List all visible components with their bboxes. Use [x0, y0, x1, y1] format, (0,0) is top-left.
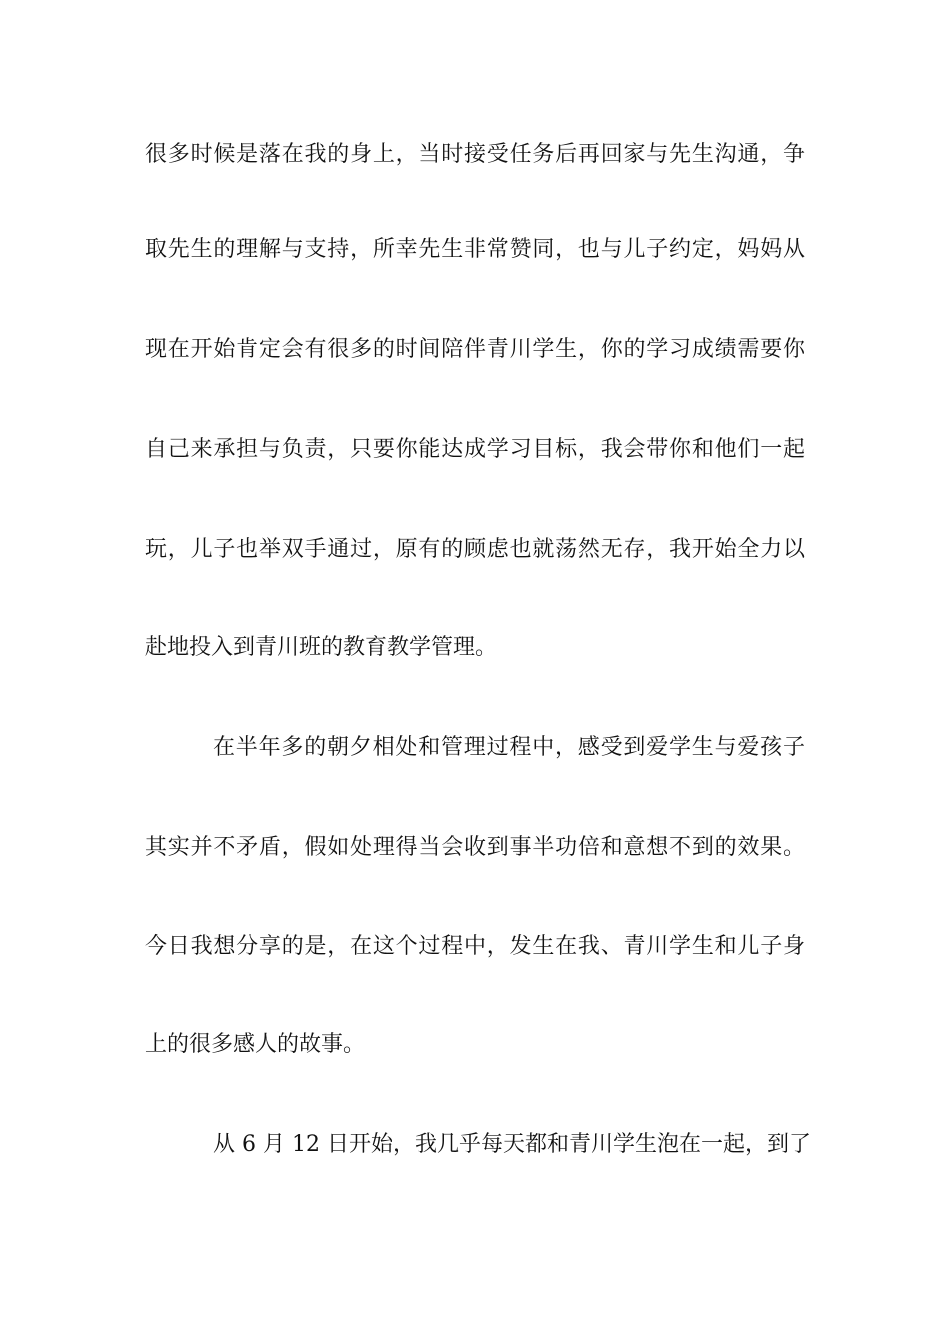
paragraph-line: 玩，儿子也举双手通过，原有的顾虑也就荡然无存，我开始全力以 [145, 537, 805, 562]
paragraph-line: 自己来承担与负责，只要你能达成学习目标，我会带你和他们一起 [145, 437, 805, 462]
paragraph-line: 今日我想分享的是，在这个过程中，发生在我、青川学生和儿子身 [145, 934, 805, 959]
paragraph-line: 取先生的理解与支持，所幸先生非常赞同，也与儿子约定，妈妈从 [145, 237, 805, 262]
paragraph-line: 其实并不矛盾，假如处理得当会收到事半功倍和意想不到的效果。 [145, 835, 805, 860]
paragraph-line: 上的很多感人的故事。 [145, 1032, 366, 1057]
paragraph-line: 赴地投入到青川班的教育教学管理。 [145, 635, 498, 660]
paragraph-line: 现在开始肯定会有很多的时间陪伴青川学生，你的学习成绩需要你 [145, 337, 805, 362]
paragraph-line: 从 6 月 12 日开始，我几乎每天都和青川学生泡在一起，到了 [213, 1132, 811, 1157]
paragraph-line: 很多时候是落在我的身上，当时接受任务后再回家与先生沟通，争 [145, 142, 805, 167]
paragraph-line: 在半年多的朝夕相处和管理过程中，感受到爱学生与爱孩子 [213, 735, 805, 760]
